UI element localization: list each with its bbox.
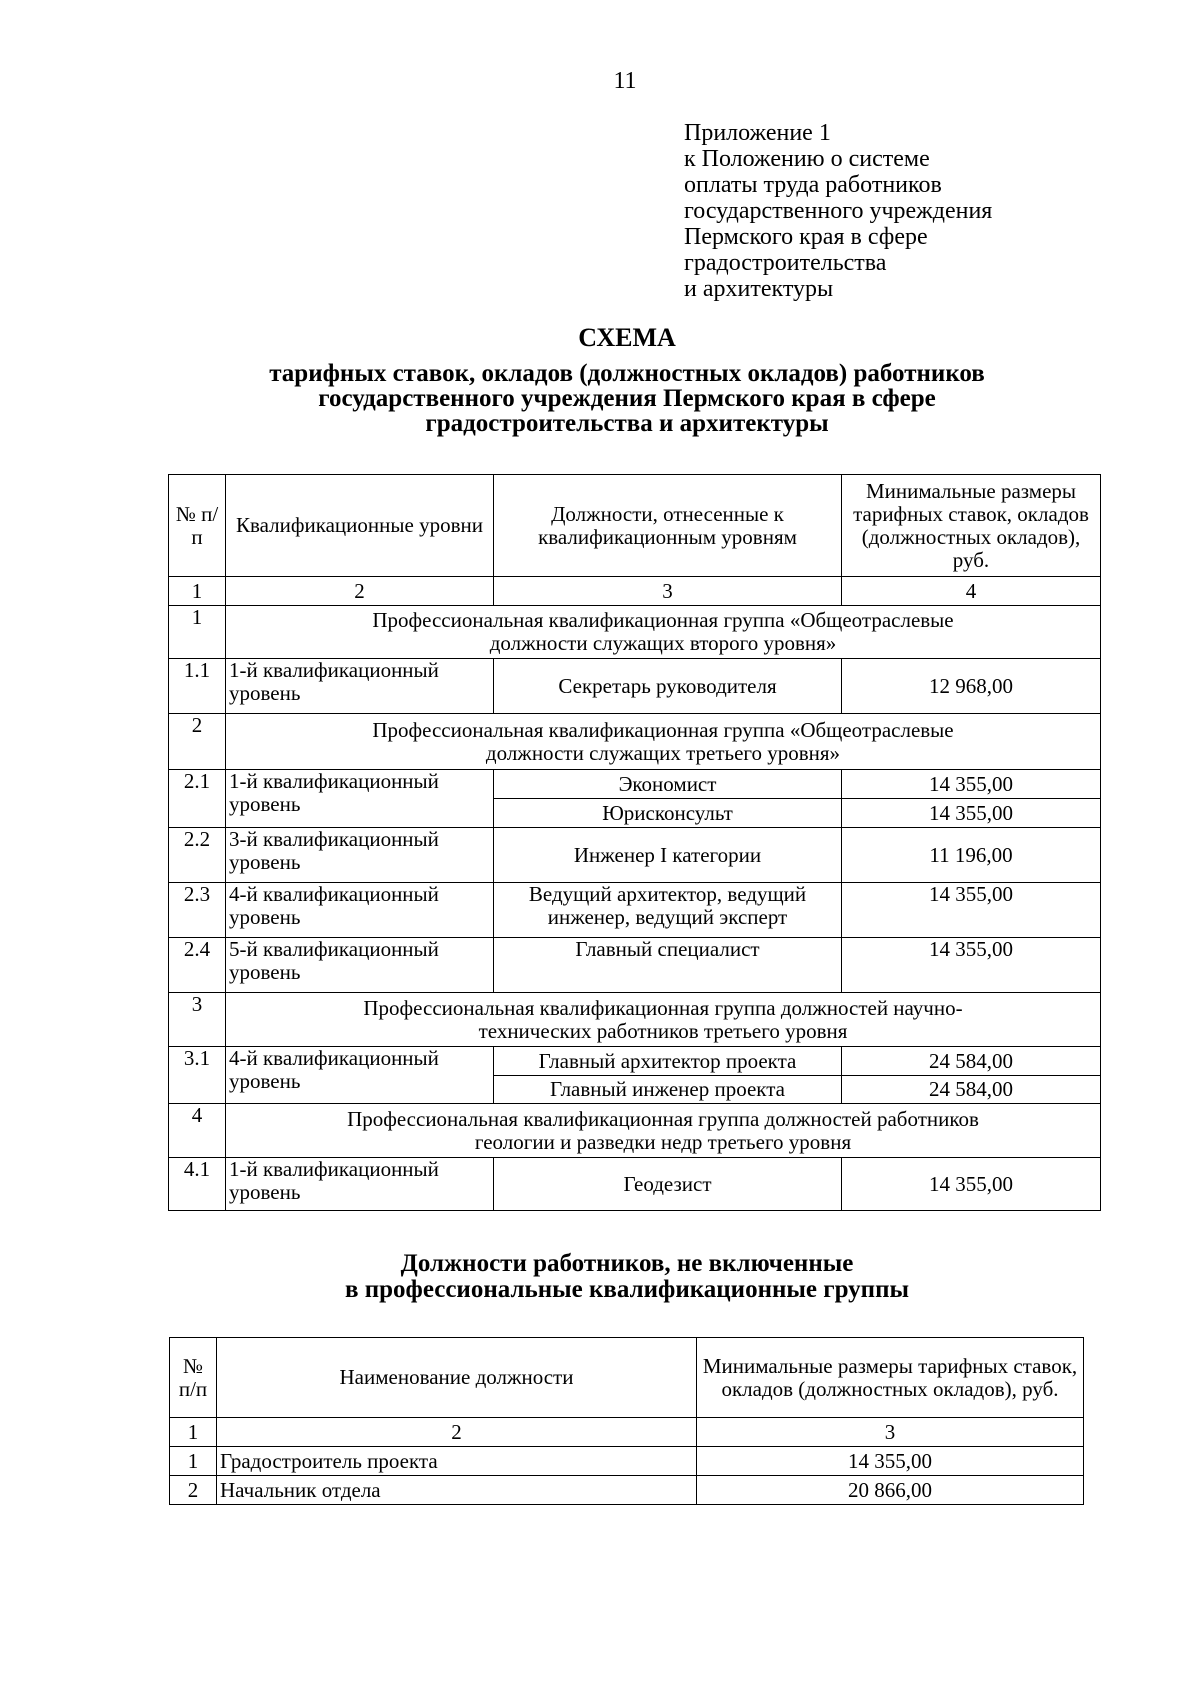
- row-salary: 24 584,00: [842, 1047, 1101, 1076]
- row-num: 2.2: [169, 828, 226, 883]
- header-salary: Минимальные размеры тарифных ставок, окладов (должностных окладов), руб.: [842, 475, 1101, 577]
- row-level: 5-й квалификационный уровень: [226, 938, 494, 993]
- appendix-line: Приложение 1: [684, 120, 831, 146]
- row-num: 2.3: [169, 883, 226, 938]
- header-num: № п/п: [170, 1338, 217, 1418]
- appendix-note: [684, 120, 992, 302]
- col-number: 3: [494, 577, 842, 606]
- row-salary: 14 355,00: [697, 1447, 1084, 1476]
- table-row: [170, 1447, 1084, 1476]
- group-name: Профессиональная квалификационная группа «Общеотраслевые должности служащих второго уровня»: [226, 606, 1101, 659]
- appendix-line: оплаты труда работников: [684, 172, 942, 198]
- appendix-line: к Положению о системе: [684, 146, 930, 172]
- col-number: 2: [226, 577, 494, 606]
- row-level: 3-й квалификационный уровень: [226, 828, 494, 883]
- group-row: [169, 993, 1101, 1047]
- group-row: [169, 714, 1101, 770]
- row-level: 1-й квалификационный уровень: [226, 770, 494, 828]
- row-position: Секретарь руководителя: [494, 659, 842, 714]
- header-salary: Минимальные размеры тарифных ставок, окладов (должностных окладов), руб.: [697, 1338, 1084, 1418]
- row-level: 4-й квалификационный уровень: [226, 1047, 494, 1104]
- column-numbers-row: [170, 1418, 1084, 1447]
- row-salary: 20 866,00: [697, 1476, 1084, 1505]
- row-num: 3.1: [169, 1047, 226, 1104]
- col-number: 1: [169, 577, 226, 606]
- document-subtitle: [0, 361, 1200, 436]
- col-number: 3: [697, 1418, 1084, 1447]
- header-level: Квалификационные уровни: [226, 475, 494, 577]
- row-salary: 24 584,00: [842, 1076, 1101, 1104]
- appendix-line: государственного учреждения: [684, 198, 993, 224]
- row-position: Экономист: [494, 770, 842, 799]
- header-positions: Должности, отнесенные к квалификационным уровням: [494, 475, 842, 577]
- table-row: [169, 659, 1101, 714]
- row-position-name: Градостроитель проекта: [217, 1447, 697, 1476]
- row-salary: 12 968,00: [842, 659, 1101, 714]
- row-position-name: Начальник отдела: [217, 1476, 697, 1505]
- group-num: 1: [169, 606, 226, 659]
- col-number: 4: [842, 577, 1101, 606]
- group-name: Профессиональная квалификационная группа должностей работников геологии и разведки недр третьего уровня: [226, 1104, 1101, 1158]
- row-position: Главный архитектор проекта: [494, 1047, 842, 1076]
- group-name: Профессиональная квалификационная группа должностей научно-технических работников третьего уровня: [226, 993, 1101, 1047]
- header-num: № п/п: [169, 475, 226, 577]
- salary-scheme-table: [168, 474, 1101, 1211]
- table-row: [169, 770, 1101, 799]
- appendix-line: Пермского края в сфере: [684, 224, 928, 250]
- row-num: 1.1: [169, 659, 226, 714]
- row-salary: 11 196,00: [842, 828, 1101, 883]
- row-num: 2.4: [169, 938, 226, 993]
- group-row: [169, 606, 1101, 659]
- row-num: 2: [170, 1476, 217, 1505]
- row-level: 1-й квалификационный уровень: [226, 1158, 494, 1211]
- row-salary: 14 355,00: [842, 883, 1101, 938]
- group-num: 4: [169, 1104, 226, 1158]
- row-position: Главный специалист: [494, 938, 842, 993]
- table-row: [170, 1476, 1084, 1505]
- row-position: Главный инженер проекта: [494, 1076, 842, 1104]
- column-numbers-row: [169, 577, 1101, 606]
- subtitle-line: государственного учреждения Пермского края в сфере: [318, 385, 936, 412]
- unclassified-positions-table: [169, 1337, 1084, 1505]
- row-position: Геодезист: [494, 1158, 842, 1211]
- table-row: [169, 883, 1101, 938]
- row-salary: 14 355,00: [842, 770, 1101, 799]
- table-header-row: [170, 1338, 1084, 1418]
- subtitle-line: тарифных ставок, окладов (должностных окладов) работников: [269, 360, 985, 387]
- row-position: Инженер I категории: [494, 828, 842, 883]
- row-num: 4.1: [169, 1158, 226, 1211]
- row-level: 4-й квалификационный уровень: [226, 883, 494, 938]
- section-title-line: в профессиональные квалификационные группы: [344, 1276, 909, 1303]
- col-number: 1: [170, 1418, 217, 1447]
- group-name: Профессиональная квалификационная группа «Общеотраслевые должности служащих третьего уровня»: [226, 714, 1101, 770]
- table-row: [169, 938, 1101, 993]
- appendix-line: и архитектуры: [684, 276, 834, 302]
- row-position: Ведущий архитектор, ведущий инженер, ведущий эксперт: [494, 883, 842, 938]
- row-num: 1: [170, 1447, 217, 1476]
- row-num: 2.1: [169, 770, 226, 828]
- row-salary: 14 355,00: [842, 1158, 1101, 1211]
- col-number: 2: [217, 1418, 697, 1447]
- row-level: 1-й квалификационный уровень: [226, 659, 494, 714]
- appendix-line: градостроительства: [684, 250, 887, 276]
- row-position: Юрисконсульт: [494, 799, 842, 828]
- group-num: 2: [169, 714, 226, 770]
- table-header-row: [169, 475, 1101, 577]
- header-name: Наименование должности: [217, 1338, 697, 1418]
- group-row: [169, 1104, 1101, 1158]
- group-num: 3: [169, 993, 226, 1047]
- document-title: СХЕМА: [578, 323, 676, 352]
- section-title-line: Должности работников, не включенные: [400, 1250, 854, 1277]
- subtitle-line: градостроительства и архитектуры: [425, 410, 829, 437]
- page-number: 11: [613, 68, 637, 94]
- section-title: [0, 1251, 1200, 1303]
- table-row: [169, 1047, 1101, 1076]
- table-row: [169, 1158, 1101, 1211]
- row-salary: 14 355,00: [842, 938, 1101, 993]
- row-salary: 14 355,00: [842, 799, 1101, 828]
- table-row: [169, 828, 1101, 883]
